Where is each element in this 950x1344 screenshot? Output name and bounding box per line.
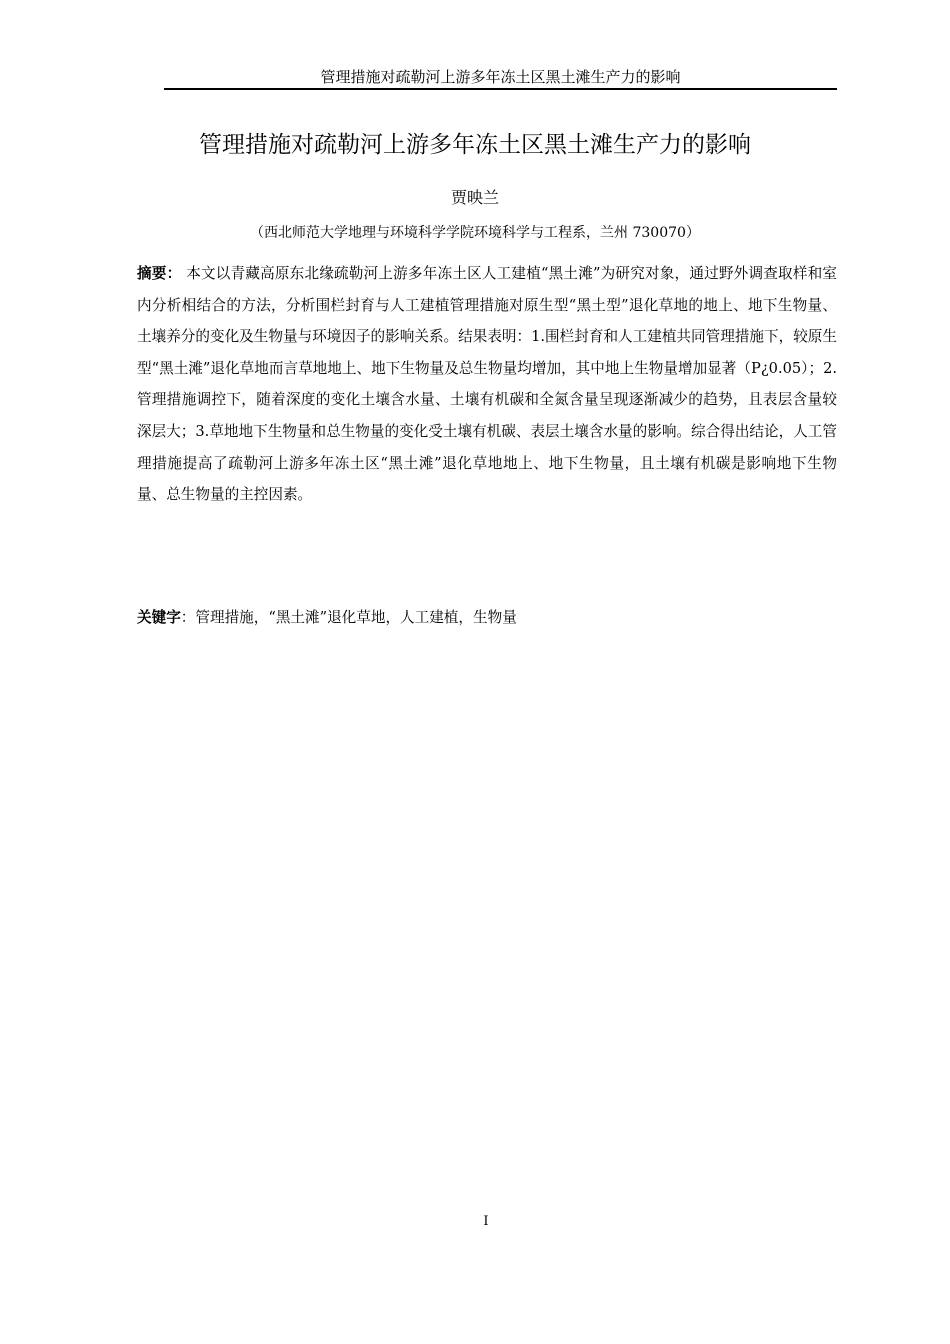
running-header: 管理措施对疏勒河上游多年冻土区黑土滩生产力的影响 [320, 68, 681, 86]
page-number: I [483, 1214, 489, 1229]
paper-title: 管理措施对疏勒河上游多年冻土区黑土滩生产力的影响 [199, 132, 751, 158]
keywords-text: ：管理措施，“黑土滩”退化草地，人工建植，生物量 [180, 609, 517, 626]
abstract-label: 摘要： [137, 265, 182, 282]
author-name: 贾映兰 [450, 188, 499, 207]
author-affiliation: （西北师范大学地理与环境科学学院环境科学与工程系，兰州 730070） [250, 225, 700, 241]
abstract-text: 本文以青藏高原东北缘疏勒河上游多年冻土区人工建植“黑土滩”为研究对象，通过野外调查取样和室内分析相结合的方法，分析围栏封育与人工建植管理措施对原生型“黑土型”退化草地的地上、地下生物量、土壤养分的变化及生物量与环境因子的影响关系。结果表明：1.围栏封育和人工建植共同管理措施下，较原生型“黑土滩”退化草地而言草地地上、地下生物量及总生物量均增加，其中地上生物量增加显著（P¿0.05）；2.管理措施调控下，随着深度的变化土壤含水量、土壤有机碳和全氮含量呈现逐渐减少的趋势，且表层含量较深层大；3.草地地下生物量和总生物量的变化受土壤有机碳、表层土壤含水量的影响。综合得出结论，人工管理措施提高了疏勒河上游多年冻土区“黑土滩”退化草地地上、地下生物量，且土壤有机碳是影响地下生物量、总生物量的主控因素。 [137, 265, 837, 504]
abstract [137, 258, 837, 511]
keywords-label: 关键字 [137, 609, 181, 626]
header-rule [164, 88, 837, 90]
keywords [137, 604, 837, 632]
